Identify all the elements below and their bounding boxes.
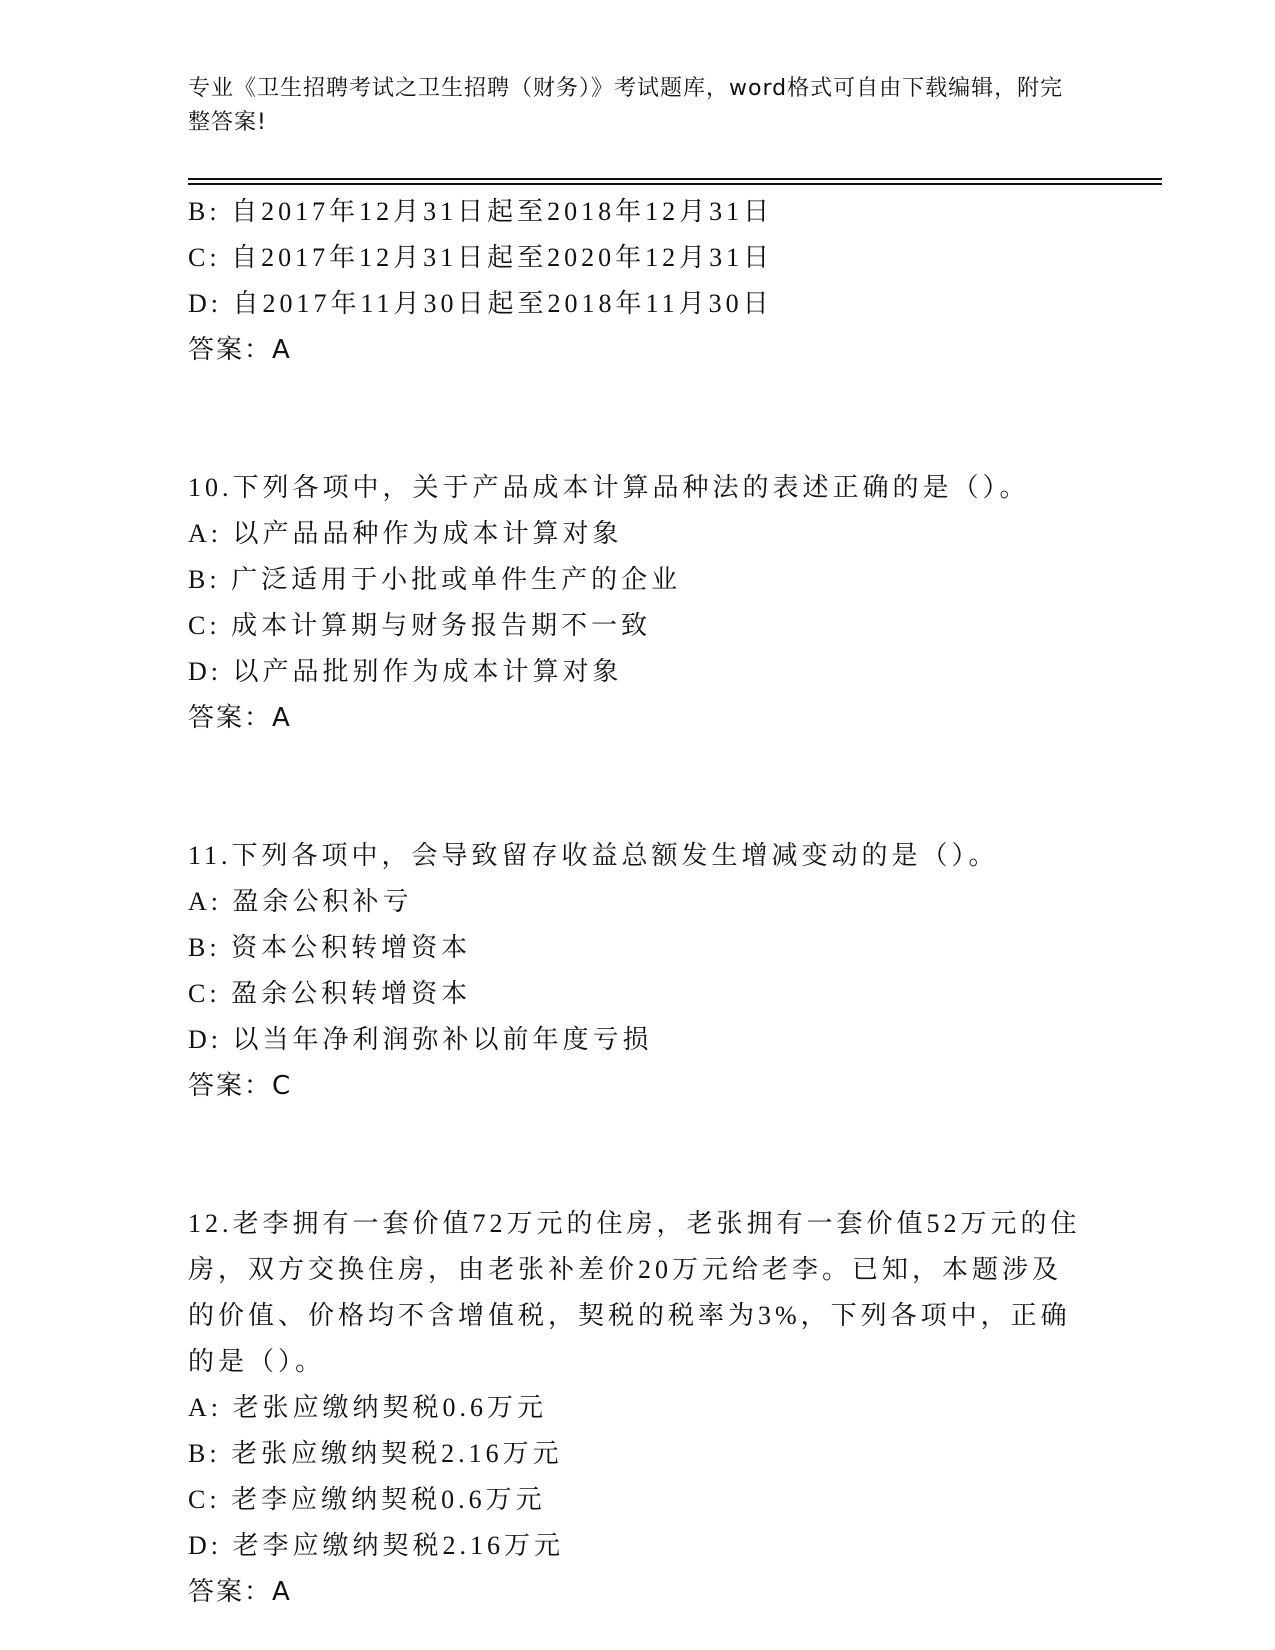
option-a: A: 老张应缴纳契税0.6万元: [188, 1393, 548, 1422]
spacer: [188, 1109, 1088, 1201]
question-stem: 12.老李拥有一套价值72万元的住房，老张拥有一套价值52万元的住房，双方交换住房，由老张补差价20万元给老李。已知，本题涉及的价值、价格均不含增值税，契税的税率为3%，下列各项中，正确的是（）。: [188, 1209, 1081, 1376]
option-b: B: 广泛适用于小批或单件生产的企业: [188, 565, 682, 594]
question-12: [188, 1201, 1088, 1615]
header-divider-bottom: [188, 183, 1162, 185]
answer-line: 答案：A: [188, 703, 292, 733]
option-c: C: 盈余公积转增资本: [188, 979, 472, 1008]
question-9-continued: [188, 189, 1088, 373]
spacer: [188, 741, 1088, 833]
question-10: [188, 465, 1088, 741]
option-c: C: 老李应缴纳契税0.6万元: [188, 1485, 546, 1514]
option-d: D: 以当年净利润弥补以前年度亏损: [188, 1025, 653, 1054]
question-stem: 10.下列各项中，关于产品成本计算品种法的表述正确的是（）。: [188, 473, 1030, 502]
question-content: [188, 189, 1088, 1615]
option-a: A: 以产品品种作为成本计算对象: [188, 519, 623, 548]
answer-line: 答案：A: [188, 1577, 292, 1607]
option-a: A: 盈余公积补亏: [188, 887, 413, 916]
option-c: C: 自2017年12月31日起至2020年12月31日: [188, 243, 774, 272]
question-11: [188, 833, 1088, 1109]
option-b: B: 自2017年12月31日起至2018年12月31日: [188, 197, 774, 226]
option-d: D: 以产品批别作为成本计算对象: [188, 657, 623, 686]
document-header: 专业《卫生招聘考试之卫生招聘（财务）》考试题库，word格式可自由下载编辑，附完整答案!: [188, 76, 1064, 135]
answer-line: 答案：C: [188, 1071, 293, 1101]
option-d: D: 自2017年11月30日起至2018年11月30日: [188, 289, 773, 318]
option-d: D: 老李应缴纳契税2.16万元: [188, 1531, 565, 1560]
header-divider-top: [188, 178, 1162, 180]
spacer: [188, 373, 1088, 465]
answer-line: 答案：A: [188, 335, 292, 365]
question-stem: 11.下列各项中，会导致留存收益总额发生增减变动的是（）。: [188, 841, 999, 870]
option-c: C: 成本计算期与财务报告期不一致: [188, 611, 652, 640]
option-b: B: 老张应缴纳契税2.16万元: [188, 1439, 563, 1468]
option-b: B: 资本公积转增资本: [188, 933, 472, 962]
